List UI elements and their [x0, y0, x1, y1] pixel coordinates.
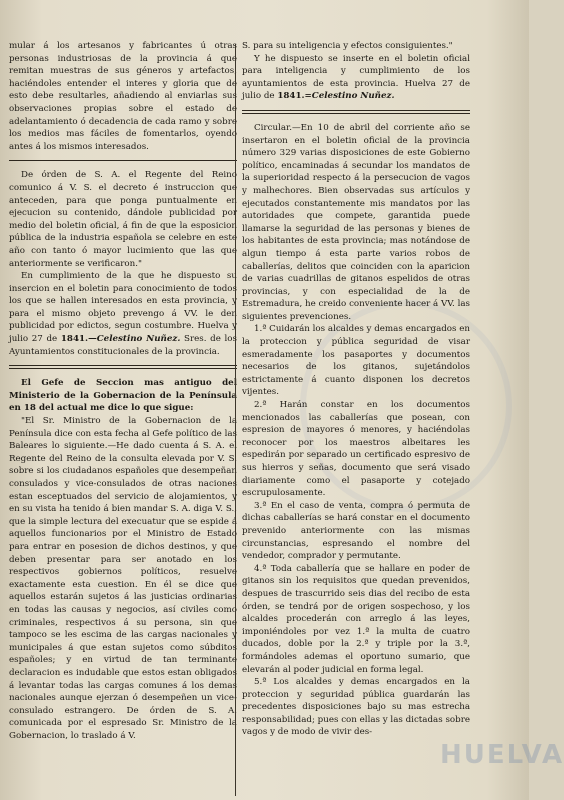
item-3: 3.ª En el caso de venta, compra ó permuta de dichas caballerías se hará constar en el documento prevenido anteriormente con las mismas circunstancias, espresando el nombre del vendedor, comprador y permutante. — [242, 500, 470, 562]
left-paragraph-3 — [9, 270, 237, 358]
left-paragraph-2: De órden de S. A. el Regente del Reino comunico á V. S. el decreto é instruccion que anteceden, para que ponga puntualmente en ejecucion su contenido, dándole publicidad por medio del boletin oficial, á fin de que la esposicion pública de la industria española se celebre en este año con tanto ó mayor lucimiento que las que anteriormente se verificaron." — [9, 170, 237, 269]
separator-double-rule — [9, 365, 237, 369]
left-paragraph-5: "El Sr. Ministro de la Gobernacion de la Península dice con esta fecha al Gefe político de las Baleares lo siguiente.—He dado cuenta á S. A. el Regente del Reino de la consulta elevada por V. S. sobre si los ciudadanos españoles que desempeñan consulados y vice-consulados de otras naciones estan esceptuados del servicio de alojamientos, y en su vista ha tenido á bien mandar S. A. diga V. S., que la simple lectura del execuatur que se espide á aquellos funcionarios por el Ministro de Estado para entrar en posesion de dichos destinos, y que deben presentar para ser anotado en los respectivos gobiernos políticos, resuelve exactamente esta cuestion. En él se dice que aquellos estarán sujetos á las justicias ordinarias en todas las causas y negocios, así civiles como criminales, respectivos á su persona, sin que tampoco se les escima de las cargas nacionales y municipales á que estan sujetos como súbditos españoles; y en virtud de tan terminante declaracion es indudable que estos estan obligados á levantar todas las cargas comunes á los demas nacionales aunque ejerzan ó desempeñen un vice-consulado estrangero. De órden de S. A. comunicada por el espresado Sr. Ministro de la Gobernacion, lo traslado á V. — [9, 416, 237, 741]
left-column — [9, 40, 237, 742]
right-paragraph-2-text: Y he dispuesto se inserte en el boletin oficial para inteligencia y cumplimiento de los ayuntamientos de esta provincia. Huelva 27 de julio de — [242, 53, 470, 102]
column-divider — [235, 44, 236, 796]
left-paragraph-4: El Gefe de Seccion mas antiguo del Ministerio de la Gobernacion de la Península en 18 del actual me dice lo que sigue: — [9, 378, 237, 414]
separator-rule — [9, 160, 237, 161]
item-5: 5.ª Los alcaldes y demas encargados en la proteccion y seguridad pública guardarán las precedentes disposiciones bajo su mas estrecha responsabilidad; pues con ellas y las dictadas sobre vagos y de modo de vivir des- — [242, 677, 470, 738]
watermark-logo: HUELVA — [440, 740, 564, 770]
separator-double-rule-right — [242, 110, 470, 114]
left-paragraph-3-text: En cumplimiento de la que he dispuesto su insercion en el boletin para conocimiento de todos los que se hallen interesados en esta provincia, y para el mismo objeto prevengo á VV. le den publicidad por edictos, segun costumbre. Huelva y julio 27 de — [9, 271, 237, 345]
right-paragraph-3: Circular.—En 10 de abril del corriente año se insertaron en el boletin oficial de la provincia número 329 varias disposiciones de este Gobierno político, encaminadas á secundar los mandatos de la superioridad respecto á la persecucion de vagos y malhechores. Bien observadas sus artículos y ejecutados constantemente mis mandatos por las autoridades que compete, garantida puede llamarse la seguridad de las personas y bienes de los habitantes de esta provincia; mas notándose de algun tiempo á esta parte varios robos de caballerías, delitos que coinciden con la aparicion de varias cuadrillas de gitanos espelidos de otras provincias, y con especialidad de la de Estremadura, he creido conveniente hacer á VV. las siguientes prevenciones. — [242, 122, 470, 322]
right-paragraph-2 — [242, 53, 470, 103]
item-1: 1.ª Cuidarán los alcaldes y demas encargados en la proteccion y pública seguridad de visar esmeradamente los pasaportes y documentos necesarios de los gitanos, sujetándolos estrictamente á cuanto disponen los decretos vijentes. — [242, 324, 470, 398]
right-paragraph-1: S. para su inteligencia y efectos consiguientes." — [242, 41, 453, 51]
right-signature: =Celestino Nuñez. — [304, 91, 395, 102]
left-paragraph-1: mular á los artesanos y fabricantes ú otras personas industriosas de la provincia á que remitan muestras de sus géneros y artefactos, haciéndoles entender el interes y gloria que de esto debe resultarles, añadiendo al enviarlas sus observaciones propias sobre el estado de adelantamiento ó decadencia de cada ramo y sobre los medios mas fáciles de fomentarlos, oyendo antes á los mismos interesados. — [9, 41, 237, 152]
right-paragraph-2-date: 1841. — [277, 91, 305, 102]
left-paragraph-3-date: 1841. — [60, 334, 89, 345]
left-signature: —Celestino Nuñez. — [88, 334, 181, 345]
item-2: 2.ª Harán constar en los documentos mencionados las caballerías que posean, con espresion de mayores ó menores, y haciéndolas reconocer por los maestros albeitares les espedirán por separado un certificado espresivo de sus hierros y señas, documento que será visado diariamente como el pasaporte y cotejado escrupulosamente. — [242, 400, 470, 499]
right-column — [242, 40, 470, 739]
left-addressee: Sres. de los Ayuntamientos constitucionales de la provincia. — [9, 334, 237, 357]
item-4: 4.ª Toda caballería que se hallare en poder de gitanos sin los requisitos que quedan prevenidos, despues de trascurrido seis dias del recibo de esta órden, se tendrá por de origen sospechoso, y los alcaldes procederán con arreglo á las leyes, imponiéndoles por vez 1.ª la multa de cuatro ducados, doble por la 2.ª y triple por la 3.ª, formándoles ademas el oportuno sumario, que elevarán al poder judicial en forma legal. — [242, 563, 470, 675]
